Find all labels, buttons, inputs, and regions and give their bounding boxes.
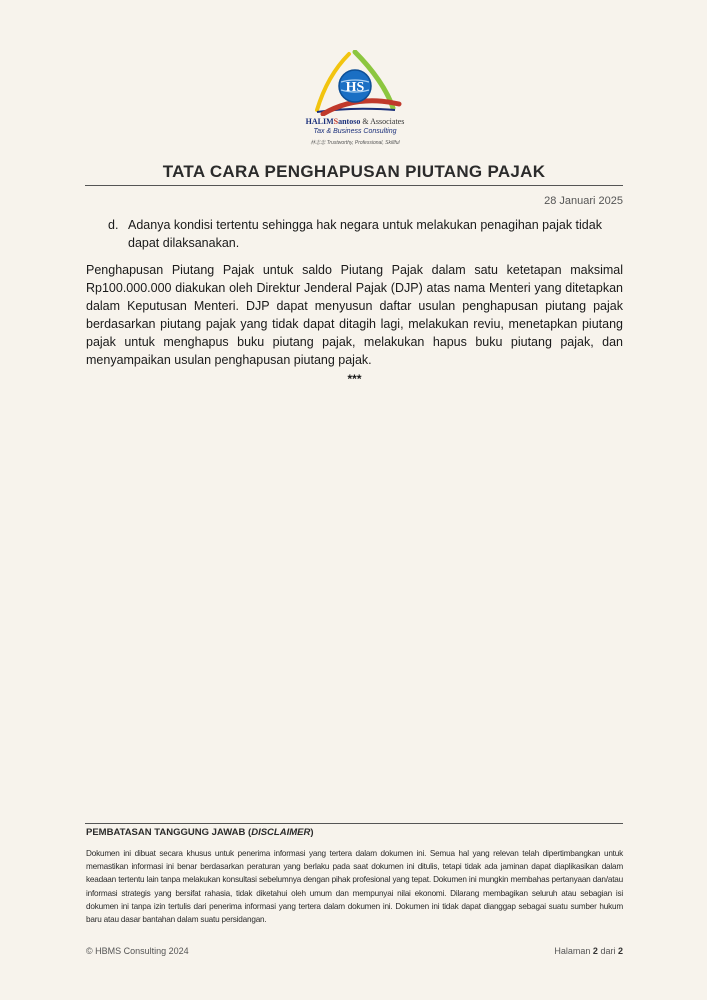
disclaimer-heading: PEMBATASAN TANGGUNG JAWAB (DISCLAIMER)	[86, 827, 314, 838]
document-date: 28 Januari 2025	[544, 195, 623, 207]
page-number: Halaman 2 dari 2	[554, 946, 623, 956]
disclaimer-text: Dokumen ini dibuat secara khusus untuk penerima informasi yang tertera dalam dokumen ini. Semua hal yang relevan telah dipertimbangkan untuk memastikan informasi ini benar berdasarkan peraturan yang berlaku pada saat dokumen ini ditulis, tetapi tidak ada jaminan dapat diaplikasikan dalam keadaan tertentu lain tanpa melakukan konsultasi sebelumnya dengan pihak profesional yang tepat. Dokumen ini mungkin membahas pertanyaan dan/atau informasi strategis yang bersifat rahasia, tidak diketahui oleh umum dan mempunyai nilai ekonomi. Dilarang membagikan seluruh atau sebagian isi dokumen ini tanpa izin tertulis dari penerima informasi yang tertera dalam dokumen ini. Dokumen ini tidak dapat dianggap sebagai suatu sumber hukum baru atau dasar bantahan dalam suatu persidangan.	[86, 849, 623, 925]
section-separator: ***	[346, 372, 361, 386]
footer-divider	[85, 823, 623, 824]
copyright-text: © HBMS Consulting 2024	[86, 946, 189, 956]
page-title: TATA CARA PENGHAPUSAN PIUTANG PAJAK	[162, 162, 546, 181]
list-item	[108, 216, 624, 252]
list-marker: d.	[108, 218, 119, 232]
list-item-text: Adanya kondisi tertentu sehingga hak negara untuk melakukan penagihan pajak tidak dapat dilaksanakan.	[128, 218, 602, 250]
logo-letters: HS	[345, 80, 365, 95]
logo-firm-name: HALIMSantoso & Associates	[305, 117, 405, 126]
header-divider	[85, 185, 623, 186]
logo-mark-icon	[303, 50, 407, 116]
logo-subtitle: Tax & Business Consulting	[313, 128, 397, 135]
body-paragraph: Penghapusan Piutang Pajak untuk saldo Piutang Pajak dalam satu ketetapan maksimal Rp100.000.000 diakukan oleh Direktur Jenderal Pajak (DJP) atas nama Menteri yang ditetapkan dalam Keputusan Menteri. DJP dapat menyusun daftar usulan penghapusan piutang pajak berdasarkan piutang pajak yang tidak dapat ditagih lagi, melakukan reviu, menetapkan piutang pajak untuk menghapus buku piutang pajak, melakukan hapus buku piutang pajak, dan menyampaikan usulan penghapusan piutang pajak.	[86, 263, 623, 367]
logo-tagline: 林志忠 Trustworthy, Professional, Skillful	[310, 140, 400, 146]
company-logo	[285, 50, 425, 152]
